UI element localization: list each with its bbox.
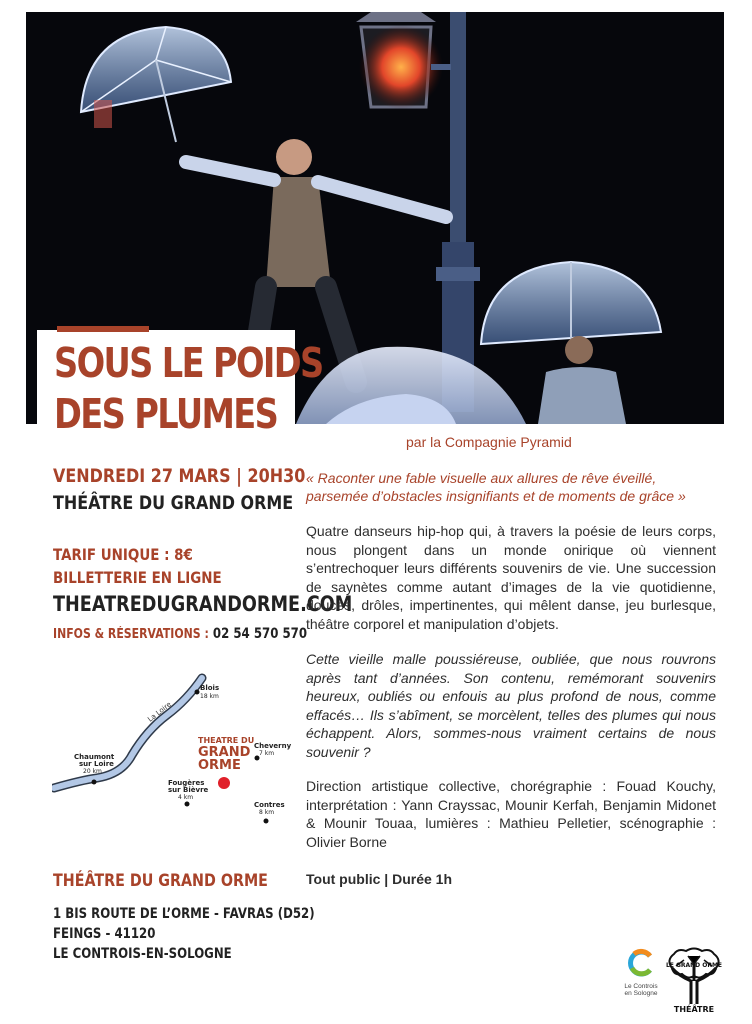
map-theatre-line1: THEATRE DU (198, 736, 255, 745)
theatre-word: THÉÂTRE (673, 1005, 715, 1014)
tree-text: LE GRAND ORME (665, 962, 723, 969)
map-km-cheverny: 7 km (259, 750, 275, 757)
address-name: THÉÂTRE DU GRAND ORME (53, 871, 268, 891)
title-line-1: SOUS LE POIDS (54, 339, 323, 387)
map-theatre-line2: GRAND (198, 745, 251, 760)
grand-orme-logo (664, 946, 724, 1019)
audience-duration: Tout public | Durée 1h (306, 871, 452, 887)
map-label-blois: Blois (200, 684, 220, 692)
title-accent-bar (57, 326, 149, 332)
controis-c-icon (626, 948, 656, 978)
description-paragraph-1: Quatre danseurs hip-hop qui, à travers la poésie de leurs corps, nous plongent dans un monde onirique où viennent s’entrechoquer leurs différents souvenirs de vie. Une succession de saynètes comme autant d’images de la vie quotidienne, douces, drôles, impertinentes, qui mêlent danse, jeu burlesque, théâtre corporel et manipulation d’objets. (306, 523, 716, 632)
controis-logo (618, 948, 664, 997)
info-label: INFOS & RÉSERVATIONS : (53, 627, 209, 642)
phone-number: 02 54 570 570 (212, 626, 308, 642)
pull-quote: « Raconter une fable visuelle aux allures de rêve éveillé, parsemée d’obstacles insignifiants et de moments de grâce » (306, 470, 686, 504)
map-dot-chaumont (92, 780, 97, 785)
map-km-contres: 8 km (259, 809, 275, 816)
map-label-cheverny: Cheverny (254, 742, 292, 750)
map-km-blois: 18 km (200, 693, 219, 700)
show-date: VENDREDI 27 MARS | 20H30 (53, 465, 306, 487)
map-label-chaumont-1: Chaumont (74, 753, 115, 761)
map-label-contres: Contres (254, 801, 285, 809)
map-theatre-marker (218, 777, 230, 789)
tree-icon (664, 946, 724, 1014)
map-label-fougeres-2: sur Bièvre (168, 786, 209, 794)
controis-name-1: Le Controis (624, 983, 658, 990)
location-map (52, 670, 292, 830)
info-line (53, 626, 307, 642)
credits-paragraph: Direction artistique collective, chorégraphie : Fouad Kouchy, interprétation : Yann Crayssac, Mounir Kerfah, Benjamin Midonet & Mounir Touaa, lumières : Mathieu Pelletier, scénographie : Olivier Borne (306, 778, 716, 850)
controis-name-2: en Sologne (624, 990, 658, 997)
title-line-2: DES PLUMES (54, 390, 278, 438)
map-dot-blois (195, 690, 200, 695)
description-paragraph-2: Cette vieille malle poussiéreuse, oubliée, que nous rouvrons après tant d’années. Son contenu, remémorant souvenirs heureux, oubliés ou enfouis au plus profond de nous, comme effacés… Ils s’abîment, se morcèlent, telles des plumes qui nous échappent. Alors, sommes-nous vraiment certains de nous souvenir ? (306, 651, 716, 760)
map-km-fougeres: 4 km (178, 794, 194, 801)
company-credit: par la Compagnie Pyramid (406, 434, 572, 450)
map-river-label: La Loire (146, 700, 173, 724)
address-line-2: FEINGS - 41120 (53, 926, 156, 942)
ticket-price: TARIF UNIQUE : 8€ (53, 545, 193, 564)
address-line-3: LE CONTROIS-EN-SOLOGNE (53, 946, 232, 962)
address-line-1: 1 BIS ROUTE DE L’ORME - FAVRAS (D52) (53, 906, 315, 922)
ticket-online: BILLETTERIE EN LIGNE (53, 568, 222, 587)
map-label-chaumont-2: sur Loire (79, 760, 114, 768)
map-theatre-line3: ORME (198, 758, 241, 773)
map-label-fougeres-1: Fougères (168, 779, 205, 787)
umbrella-left (81, 27, 231, 142)
show-title (54, 338, 323, 440)
map-dot-contres (264, 819, 269, 824)
show-venue: THÉÂTRE DU GRAND ORME (53, 492, 294, 514)
map-km-chaumont: 20 km (83, 768, 102, 775)
website-link[interactable]: THEATREDUGRANDORME.COM (53, 592, 353, 616)
map-dot-fougeres (185, 802, 190, 807)
